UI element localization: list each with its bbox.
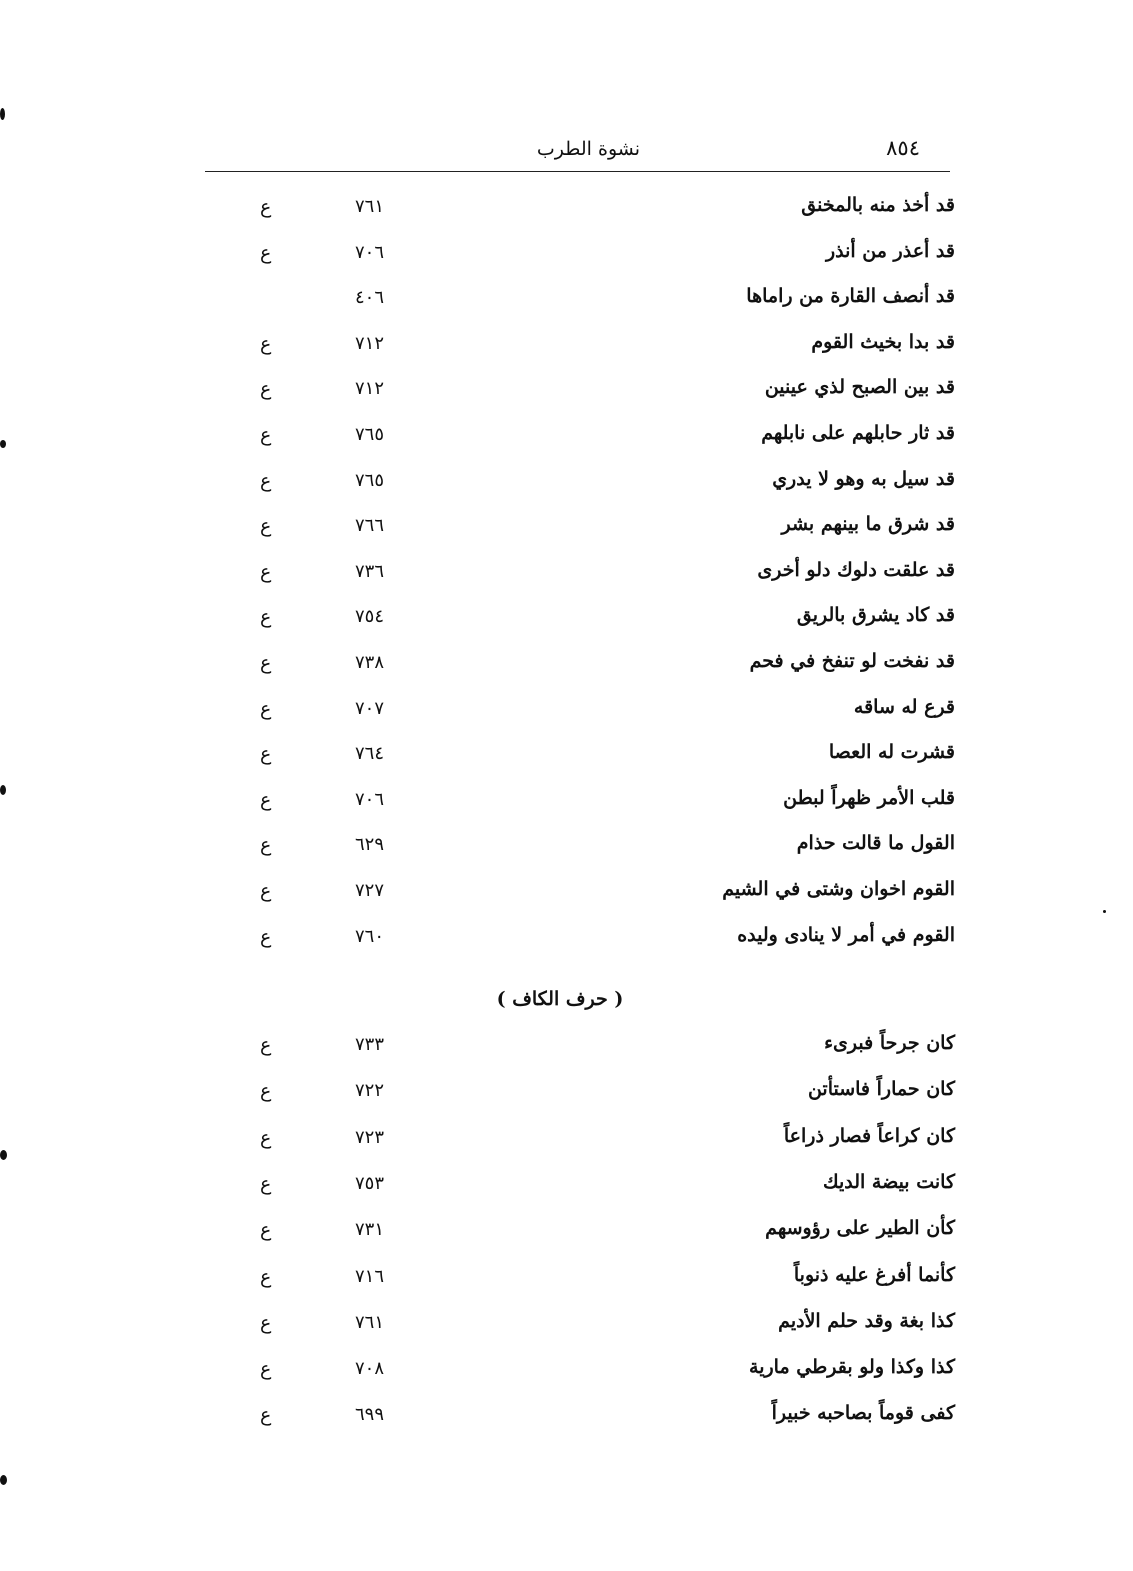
entry-page-ref: ٧١٢: [355, 378, 385, 400]
index-entry: [205, 468, 955, 508]
scan-mark: [0, 108, 5, 120]
entry-source-mark: ع: [260, 1358, 272, 1381]
entry-phrase: قد علقت دلوك دلو أخرى: [757, 558, 955, 581]
index-entry: [205, 650, 955, 690]
scan-mark: [0, 1150, 7, 1160]
entry-phrase: قرع له ساقه: [853, 695, 955, 718]
index-entry: [205, 878, 955, 918]
entry-phrase: قد أخذ منه بالمخنق: [801, 194, 955, 216]
page-header: [205, 134, 950, 170]
entry-source-mark: ع: [260, 469, 272, 492]
scan-mark: [1103, 910, 1106, 913]
entry-page-ref: ٧٣١: [355, 1219, 385, 1241]
entry-source-mark: ع: [260, 1404, 272, 1427]
entry-source-mark: ع: [260, 241, 272, 264]
entry-source-mark: ع: [260, 743, 272, 766]
entry-source-mark: ع: [260, 1172, 272, 1195]
entry-page-ref: ٧٣٣: [355, 1034, 385, 1055]
index-entry: [205, 604, 955, 644]
entry-phrase: كان كراعاً فصار ذراعاً: [783, 1124, 955, 1147]
entry-page-ref: ٧٠٦: [355, 241, 385, 263]
entry-source-mark: ع: [260, 1080, 272, 1103]
index-entry: [205, 924, 955, 964]
entry-page-ref: ٧٢٢: [355, 1080, 385, 1102]
entry-page-ref: ٦٢٩: [355, 834, 385, 856]
entry-phrase: قد كاد يشرق بالريق: [796, 604, 955, 627]
entry-phrase: كان جرحاً فبرىء: [824, 1032, 955, 1054]
entry-page-ref: ٧٦٤: [355, 743, 385, 765]
running-title: نشوة الطرب: [536, 138, 640, 160]
entry-phrase: كفى قوماً بصاحبه خبيراً: [771, 1402, 955, 1425]
entry-phrase: قلب الأمر ظهراً لبطن: [783, 786, 955, 809]
index-entry: [205, 1032, 955, 1072]
entry-phrase: قد بين الصبح لذي عينين: [764, 376, 955, 399]
entry-source-mark: ع: [260, 697, 272, 720]
entry-page-ref: ٧٦١: [355, 1311, 385, 1333]
entry-page-ref: ٧٥٤: [355, 606, 385, 628]
entry-phrase: قد أنصف القارة من راماها: [746, 285, 955, 308]
entry-page-ref: ٧٦٥: [355, 424, 385, 445]
scan-mark: [0, 440, 6, 448]
entry-page-ref: ٤٠٦: [355, 287, 385, 309]
entry-source-mark: ع: [260, 424, 272, 446]
index-entry: [205, 422, 955, 462]
entry-phrase: قد شرق ما بينهم بشر: [781, 513, 955, 536]
index-entry: [205, 331, 955, 371]
entry-source-mark: ع: [260, 788, 272, 811]
index-entry: [205, 1264, 955, 1304]
entry-page-ref: ٦٩٩: [355, 1404, 385, 1426]
entry-page-ref: ٧٠٧: [355, 697, 385, 719]
entry-page-ref: ٧٦١: [355, 196, 385, 217]
entry-phrase: قد أعذر من أنذر: [825, 239, 955, 262]
index-entry: [205, 1125, 955, 1165]
index-entry: [205, 194, 955, 234]
entry-page-ref: ٧٢٧: [355, 880, 385, 901]
entry-source-mark: ع: [260, 560, 272, 583]
entry-source-mark: ع: [260, 1126, 272, 1149]
entry-source-mark: ع: [260, 196, 272, 218]
entry-page-ref: ٧٠٦: [355, 788, 385, 810]
index-entry: [205, 1078, 955, 1118]
index-entry: [205, 696, 955, 736]
entry-page-ref: ٧٦٥: [355, 469, 385, 491]
index-entry: [205, 240, 955, 280]
index-entry: [205, 559, 955, 599]
entry-phrase: قد سيل به وهو لا يدري: [772, 467, 955, 490]
entry-phrase: قشرت له العصا: [828, 741, 955, 764]
header-rule: [205, 171, 950, 172]
entry-page-ref: ٧٥٣: [355, 1172, 385, 1194]
index-entry: [205, 285, 955, 325]
scan-mark: [0, 785, 6, 795]
entry-phrase: كأنما أفرغ عليه ذنوباً: [793, 1263, 955, 1286]
entry-phrase: قد بدا بخيث القوم: [811, 330, 955, 353]
entry-source-mark: ع: [260, 834, 272, 857]
index-entry: [205, 1171, 955, 1211]
entry-phrase: قد نفخت لو تنفخ في فحم: [749, 650, 955, 672]
entry-page-ref: ٧١٦: [355, 1265, 385, 1287]
entry-phrase: كذا بغة وقد حلم الأديم: [778, 1309, 955, 1332]
entry-source-mark: ع: [260, 332, 272, 355]
entry-page-ref: ٧٢٣: [355, 1126, 385, 1148]
index-entry: [205, 513, 955, 553]
entry-source-mark: ع: [260, 1219, 272, 1242]
entry-source-mark: ع: [260, 880, 272, 902]
entry-phrase: كأن الطير على رؤوسهم: [765, 1217, 955, 1240]
entry-phrase: كانت بيضة الديك: [822, 1170, 955, 1193]
index-entry: [205, 741, 955, 781]
entry-source-mark: ع: [260, 1265, 272, 1288]
index-entry: [205, 787, 955, 827]
index-entry: [205, 1356, 955, 1396]
entry-source-mark: ع: [260, 515, 272, 538]
entry-phrase: كان حماراً فاستأتن: [807, 1078, 955, 1101]
entry-source-mark: ع: [260, 652, 272, 674]
index-entry: [205, 1217, 955, 1257]
index-entry: [205, 832, 955, 872]
page-number: ٨٥٤: [886, 136, 920, 160]
entry-source-mark: ع: [260, 606, 272, 629]
index-entry: [205, 376, 955, 416]
section-heading: ( حرف الكاف ): [496, 988, 624, 1010]
entry-page-ref: ٧٣٨: [355, 652, 385, 673]
entry-source-mark: ع: [260, 378, 272, 401]
entry-source-mark: ع: [260, 1034, 272, 1056]
scan-mark: [0, 1475, 7, 1485]
entry-page-ref: ٧٠٨: [355, 1358, 385, 1380]
entry-phrase: القوم في أمر لا ينادى وليده: [737, 923, 955, 946]
entry-page-ref: ٧٦٠: [355, 925, 385, 947]
entry-source-mark: ع: [260, 925, 272, 948]
entry-phrase: قد ثار حابلهم على نابلهم: [761, 422, 955, 444]
index-entry: [205, 1402, 955, 1442]
entry-page-ref: ٧٣٦: [355, 560, 385, 582]
entry-page-ref: ٧١٢: [355, 332, 385, 354]
entry-phrase: كذا وكذا ولو بقرطي مارية: [749, 1356, 955, 1379]
entry-page-ref: ٧٦٦: [355, 515, 385, 537]
entry-phrase: القوم اخوان وشتى في الشيم: [722, 878, 955, 900]
entry-phrase: القول ما قالت حذام: [796, 832, 955, 855]
entry-source-mark: ع: [260, 1311, 272, 1334]
index-entry: [205, 1310, 955, 1350]
